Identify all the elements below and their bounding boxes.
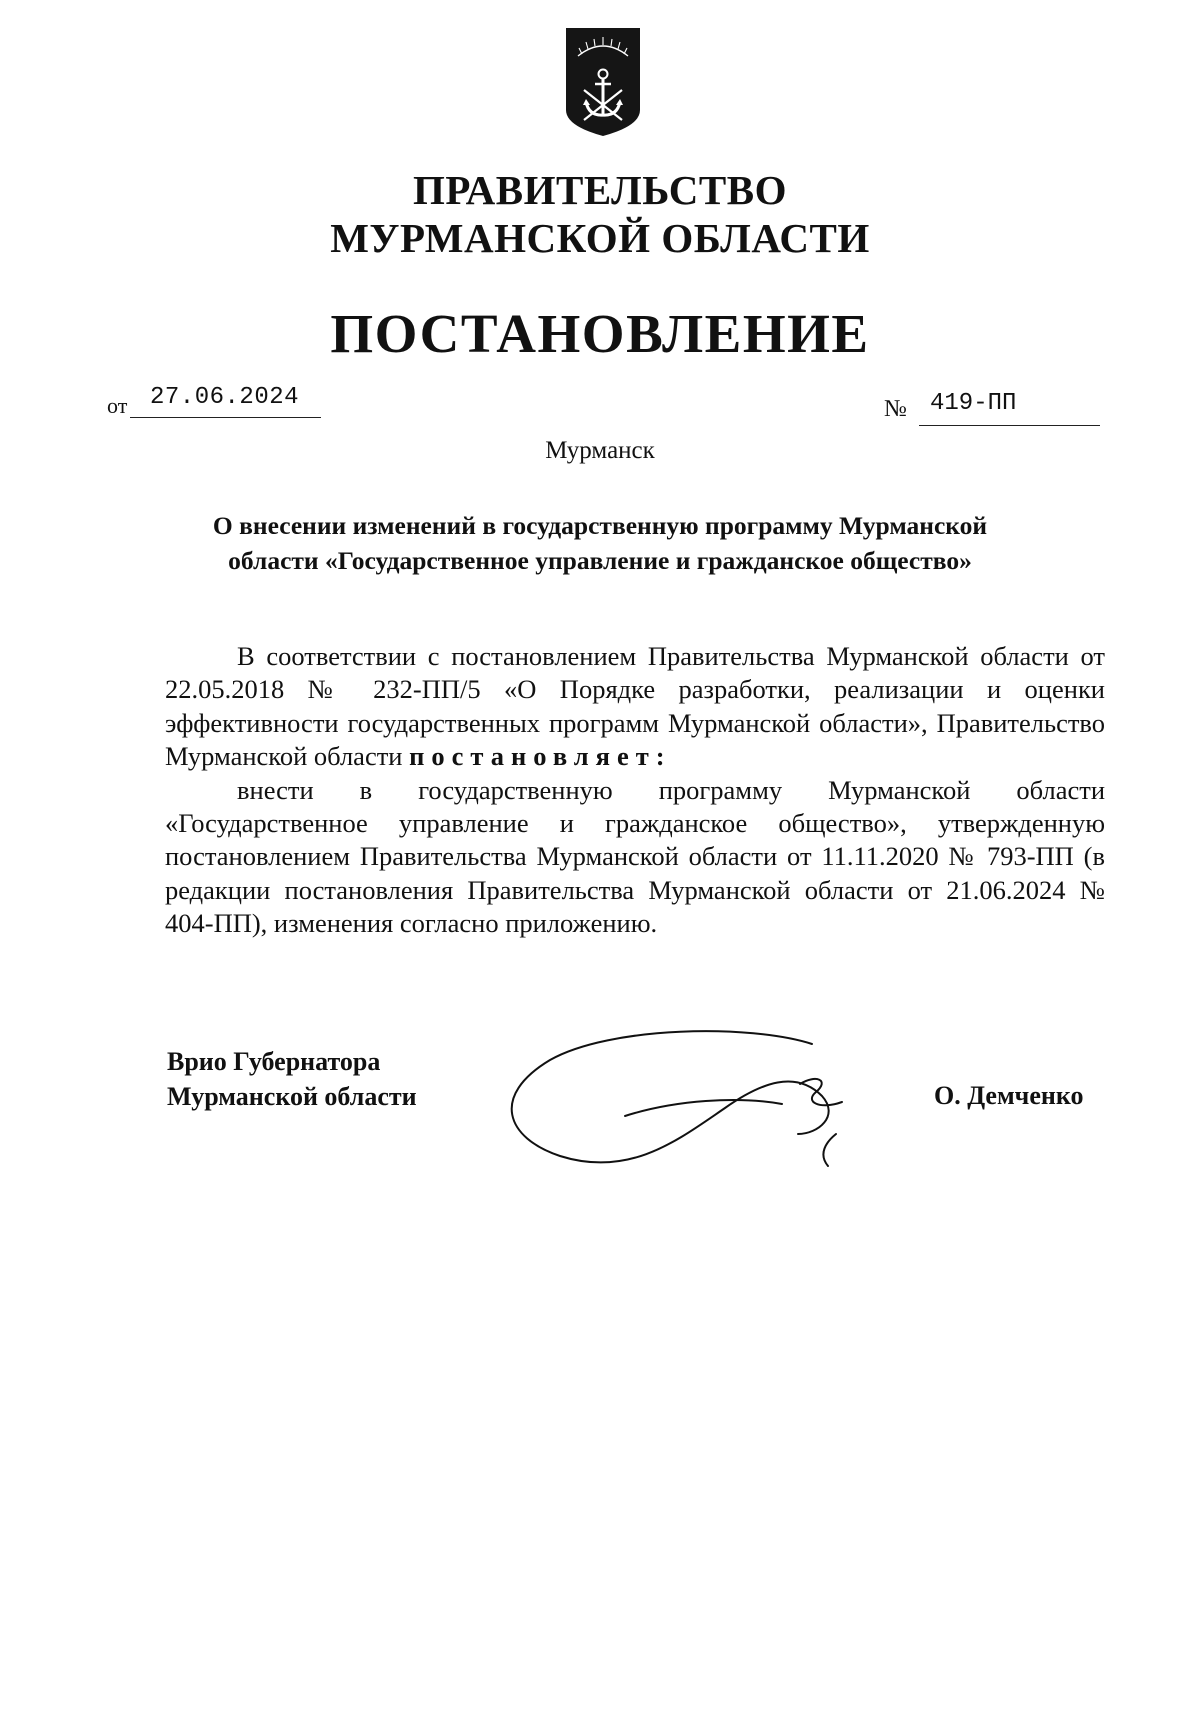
date-underline xyxy=(130,417,321,418)
document-type-title: ПОСТАНОВЛЕНИЕ xyxy=(330,303,870,364)
signatory-position-line2: Мурманской области xyxy=(167,1082,417,1111)
document-date: 27.06.2024 xyxy=(150,384,300,411)
date-prefix: от xyxy=(107,393,128,418)
document-body xyxy=(165,640,1105,941)
number-underline xyxy=(919,425,1100,426)
signatory-position-line1: Врио Губернатора xyxy=(167,1047,381,1076)
city-name: Мурманск xyxy=(545,437,655,464)
org-title-line1: ПРАВИТЕЛЬСТВО xyxy=(412,167,788,213)
signatory-name: О. Демченко xyxy=(934,1081,1084,1110)
body-paragraph-2: внести в государственную программу Мурманской области «Государственное управление и гражданское общество», утвержденную постановлением Правительства Мурманской области от 11.11.2020 № 793-ПП (в редакции постановления Правительства Мурманской области от 21.06.2024 № 404-ПП), изменения согласно приложению. xyxy=(165,774,1105,939)
document-subject: О внесении изменений в государственную программу Мурманской области «Государственное управление и гражданское общество» xyxy=(212,511,988,575)
coat-of-arms-icon xyxy=(564,26,642,138)
org-title-line2: МУРМАНСКОЙ ОБЛАСТИ xyxy=(330,215,870,261)
document-number: 419-ПП xyxy=(930,390,1017,417)
body-paragraph-1 xyxy=(165,640,1105,774)
signatory-position xyxy=(167,1044,417,1114)
body-paragraph-1-text: В соответствии с постановлением Правительства Мурманской области от 22.05.2018 № 232-ПП/5 «О Порядке разработки, реализации и оценки эффективности государственных программ Мурманской области», Правительство Мурманской области xyxy=(165,641,1105,772)
resolution-keyword: постановляет: xyxy=(409,741,672,772)
handwritten-signature xyxy=(500,1030,900,1190)
number-prefix: № xyxy=(884,396,907,422)
